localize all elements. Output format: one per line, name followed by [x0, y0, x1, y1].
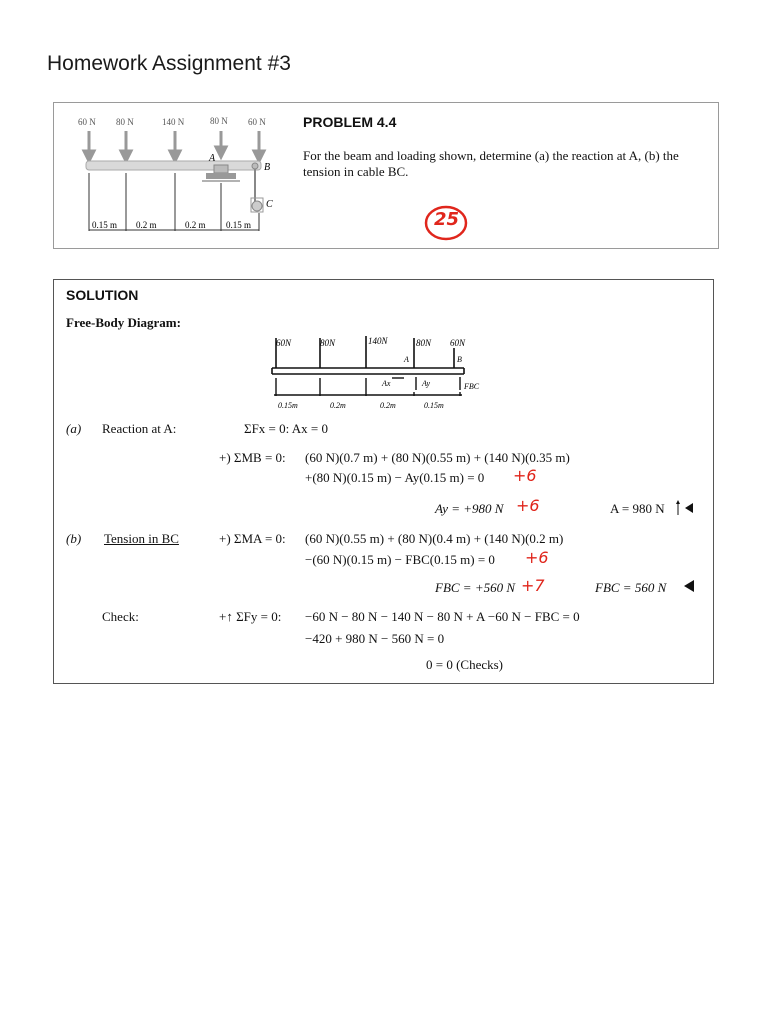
fbd-load-label: 60N: [450, 338, 466, 348]
part-a-label: Reaction at A:: [102, 421, 177, 436]
fbd-load-label: 80N: [416, 338, 432, 348]
dim-label: 0.2 m: [136, 220, 157, 230]
grade-mark: +7: [521, 576, 545, 595]
answer-a: A = 980 N: [610, 501, 665, 516]
fbd-load-label: 60N: [276, 338, 292, 348]
fbd-load-label: 80N: [320, 338, 336, 348]
eq-mb-lhs: +) ΣMB = 0:: [219, 450, 286, 465]
grade-mark: +6: [516, 496, 540, 515]
fbd-label-ay: Ay: [422, 379, 430, 388]
fbd-label: Free-Body Diagram:: [66, 315, 181, 330]
fbd-label-fbc: FBC: [464, 382, 480, 391]
beam-diagram: [54, 103, 294, 248]
load-arrows: [84, 131, 264, 161]
problem-statement: For the beam and loading shown, determine (a) the reaction at A, (b) the tension in cable BC.: [303, 148, 679, 179]
eq-fy-lhs: +↑ ΣFy = 0:: [219, 609, 282, 624]
load-label: 140 N: [162, 117, 185, 127]
part-b-label: Tension in BC: [104, 531, 179, 546]
eq-mb-line-1: (60 N)(0.7 m) + (80 N)(0.55 m) + (140 N)(0.35 m): [305, 450, 570, 465]
eq-ma-line-1: (60 N)(0.55 m) + (80 N)(0.4 m) + (140 N)(0.2 m): [305, 531, 564, 546]
eq-sum-fx: ΣFx = 0: Ax = 0: [244, 421, 328, 436]
score: 25: [434, 209, 460, 230]
fbd-dim-label: 0.2m: [380, 401, 396, 410]
grade-mark: +6: [525, 548, 549, 567]
answer-b: FBC = 560 N: [595, 580, 667, 595]
eq-mb-line-2: +(80 N)(0.15 m) − Ay(0.15 m) = 0: [305, 470, 485, 485]
check-label: Check:: [102, 609, 139, 624]
eq-fy-line-1: −60 N − 80 N − 140 N − 80 N + A −60 N − FBC = 0: [305, 609, 580, 624]
fbd-label-a: A: [404, 355, 409, 364]
load-label: 60 N: [248, 117, 266, 127]
grade-mark: +6: [513, 466, 537, 485]
load-label: 80 N: [210, 116, 228, 126]
ay-result: Ay = +980 N: [435, 501, 504, 516]
up-arrow-pointer-icon: [675, 499, 697, 517]
fbd-load-label: 140N: [368, 336, 388, 346]
load-label: 80 N: [116, 117, 134, 127]
point-label-b: B: [264, 162, 271, 173]
fbd-dim-label: 0.2m: [330, 401, 346, 410]
eq-fy-line-2: −420 + 980 N − 560 N = 0: [305, 631, 445, 646]
eq-ma-line-2: −(60 N)(0.15 m) − FBC(0.15 m) = 0: [305, 552, 495, 567]
fbd-dim-label: 0.15m: [278, 401, 298, 410]
solution-box: [53, 279, 714, 684]
part-a-tag: (a): [66, 421, 82, 436]
support-base: [206, 173, 236, 179]
fbd-dim-label: 0.15m: [424, 401, 444, 410]
solution-heading: SOLUTION: [66, 287, 139, 303]
problem-box: [53, 102, 719, 249]
dim-label: 0.15 m: [92, 220, 118, 230]
part-b-tag: (b): [66, 531, 82, 546]
pin-support: [214, 165, 228, 173]
point-label-a: A: [209, 153, 216, 164]
pointer-icon: [682, 579, 696, 593]
fbd-label-b: B: [457, 355, 462, 364]
dim-label: 0.15 m: [226, 220, 252, 230]
beam: [86, 161, 261, 170]
point-label-c: C: [266, 199, 273, 210]
problem-heading: PROBLEM 4.4: [303, 114, 397, 130]
eq-fy-line-3: 0 = 0 (Checks): [426, 657, 504, 672]
fbd-label-ax: Ax: [382, 379, 391, 388]
page-title: Homework Assignment #3: [47, 52, 291, 75]
load-label: 60 N: [78, 117, 96, 127]
dim-label: 0.2 m: [185, 220, 206, 230]
eq-ma-lhs: +) ΣMA = 0:: [219, 531, 286, 546]
fbc-result: FBC = +560 N: [435, 580, 516, 595]
free-body-diagram: [264, 332, 504, 414]
